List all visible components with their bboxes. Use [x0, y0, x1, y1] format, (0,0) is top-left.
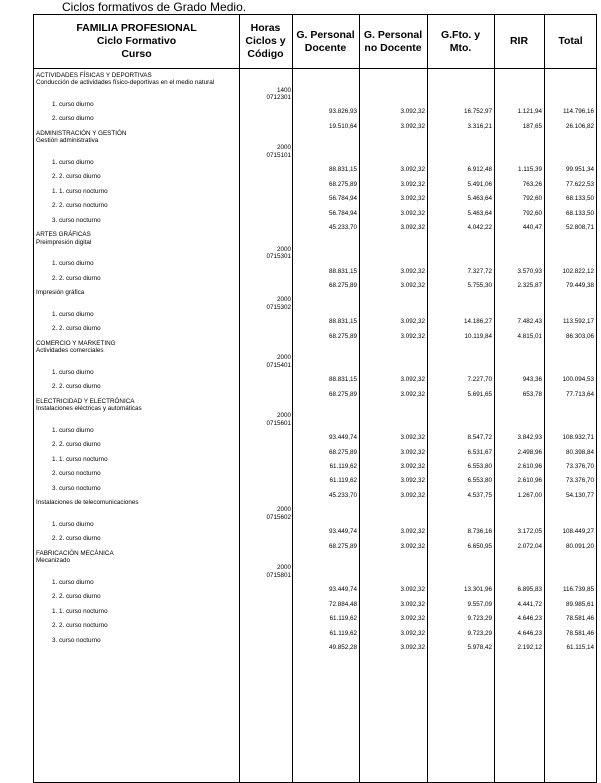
hours-value: 2000 [276, 564, 291, 572]
gp-nodocente-value: 3.092,32 [400, 332, 425, 340]
gp-nodocente-value: 3.092,32 [400, 180, 425, 188]
curso-label: 1. 1. curso nocturno [52, 455, 108, 463]
gp-nodocente-value: 3.092,32 [400, 644, 425, 651]
gp-docente-value: 93.449,74 [328, 586, 357, 593]
rir-value: 3.172,05 [517, 528, 542, 536]
gfto-value: 6.553,80 [467, 463, 492, 470]
total-value: 80.398,84 [565, 448, 594, 456]
gfto-value: 5.463,64 [467, 195, 492, 203]
curso-label: 2. 2. curso nocturno [52, 622, 108, 630]
gp-nodocente-value: 3.092,32 [400, 195, 425, 203]
ciclo-label: Conducción de actividades físico-deportivas en el medio natural [36, 79, 215, 87]
ciclo-label: Instalaciones de telecomunicaciones [36, 499, 139, 507]
curso-label: 1. curso diurno [52, 101, 94, 108]
gp-docente-value: 68.275,89 [328, 282, 357, 289]
curso-label: 3. curso nocturno [52, 636, 101, 644]
total-value: 99.951,34 [565, 166, 594, 174]
curso-label: 3. curso nocturno [52, 216, 101, 224]
gp-docente-value: 19.510,64 [328, 122, 357, 130]
column-divider [427, 15, 428, 782]
hours-value: 2000 [276, 354, 291, 362]
rir-value: 792,60 [522, 195, 542, 203]
code-value: 0712301 [266, 93, 291, 101]
budget-table [33, 14, 597, 783]
curso-label: 3. curso nocturno [52, 484, 101, 492]
curso-label: 1. 1. curso nocturno [52, 187, 108, 195]
gfto-value: 6.912,48 [467, 166, 492, 174]
gp-nodocente-value: 3.092,32 [400, 224, 425, 231]
total-value: 68.133,50 [565, 209, 594, 217]
gfto-value: 4.537,75 [467, 491, 492, 499]
gp-nodocente-value: 3.092,32 [400, 267, 425, 275]
rir-value: 4.815,01 [517, 332, 542, 340]
curso-label: 1. curso diurno [52, 426, 94, 434]
total-value: 77.713,64 [565, 390, 594, 398]
gp-nodocente-value: 3.092,32 [400, 376, 425, 384]
header-gp-nodocente-line2: no Docente [364, 41, 422, 54]
ciclo-label: Impresión gráfica [36, 289, 85, 297]
total-value: 73.376,70 [565, 463, 594, 470]
gp-docente-value: 68.275,89 [328, 332, 357, 340]
total-value: 86.303,06 [565, 332, 594, 340]
rir-value: 187,65 [522, 122, 542, 130]
page-caption: Ciclos formativos de Grado Medio. [62, 0, 247, 14]
total-value: 89.985,61 [565, 600, 594, 608]
gp-docente-value: 45.233,70 [328, 491, 357, 499]
total-value: 78.581,46 [565, 629, 594, 637]
gp-nodocente-value: 3.092,32 [400, 615, 425, 622]
gp-nodocente-value: 3.092,32 [400, 542, 425, 550]
column-divider [494, 15, 495, 782]
familia-label: ELECTRICIDAD Y ELECTRÓNICA [36, 397, 135, 405]
gp-nodocente-value: 3.092,32 [400, 434, 425, 441]
gp-docente-value: 61.119,62 [329, 629, 357, 637]
hours-value: 2000 [276, 506, 291, 514]
curso-label: 2. 2. curso diurno [52, 593, 101, 601]
header-horas-codigo [239, 15, 292, 68]
hours-value: 2000 [276, 296, 291, 304]
gp-nodocente-value: 3.092,32 [400, 108, 425, 116]
rir-value: 2.192,12 [517, 644, 542, 651]
gp-nodocente-value: 3.092,32 [400, 122, 425, 130]
total-value: 80.091,20 [565, 542, 594, 550]
header-curso: Curso [121, 48, 152, 60]
familia-label: ACTIVIDADES FÍSICAS Y DEPORTIVAS [36, 72, 152, 79]
code-value: 0715401 [266, 361, 291, 369]
gfto-value: 8.547,72 [467, 434, 492, 441]
rir-value: 3.842,93 [517, 434, 542, 441]
hours-value: 2000 [276, 245, 291, 253]
rir-value: 2.498,96 [517, 448, 542, 456]
hours-value: 2000 [276, 412, 291, 420]
total-value: 78.581,46 [565, 615, 594, 622]
total-value: 108.932,71 [562, 434, 594, 441]
curso-label: 2. 2. curso diurno [52, 325, 101, 333]
gp-docente-value: 93.449,74 [328, 528, 357, 536]
header-separator [34, 68, 596, 69]
total-value: 77.622,53 [565, 180, 594, 188]
gp-docente-value: 61.119,62 [329, 477, 357, 485]
column-divider [239, 15, 240, 782]
gfto-value: 7.227,70 [467, 376, 492, 384]
total-value: 108.449,27 [562, 528, 594, 536]
familia-label: COMERCIO Y MARKETING [36, 339, 116, 347]
rir-value: 2.610,96 [517, 477, 542, 485]
curso-label: 2. curso nocturno [52, 470, 101, 478]
gfto-value: 8.736,16 [467, 528, 492, 536]
gfto-value: 5.463,64 [467, 209, 492, 217]
gp-nodocente-value: 3.092,32 [400, 491, 425, 499]
gp-nodocente-value: 3.092,32 [400, 463, 425, 470]
hours-value: 1400 [276, 86, 291, 94]
curso-label: 1. curso diurno [52, 260, 94, 268]
header-rir [494, 15, 544, 68]
gfto-value: 5.978,42 [467, 644, 492, 651]
rir-value: 2.072,04 [517, 542, 542, 550]
curso-label: 2. 2. curso diurno [52, 441, 101, 449]
rir-value: 2.325,87 [517, 282, 542, 289]
curso-label: 1. curso diurno [52, 158, 94, 166]
ciclo-label: Gestión administrativa [36, 137, 99, 145]
gp-docente-value: 68.275,89 [328, 390, 357, 398]
rir-value: 763,26 [522, 180, 542, 188]
curso-label: 2. 2. curso diurno [52, 274, 101, 282]
header-horas: Horas [250, 22, 281, 34]
header-familia-ciclo-curso [34, 15, 239, 68]
gfto-value: 5.691,65 [467, 390, 492, 398]
rir-value: 7.482,43 [517, 318, 542, 326]
gp-docente-value: 61.119,62 [329, 615, 357, 622]
code-value: 0715801 [266, 571, 291, 579]
header-total [544, 15, 597, 68]
rir-value: 1.121,94 [517, 108, 542, 116]
gp-docente-value: 93.826,93 [328, 108, 357, 116]
header-gfto-line1: G.Fto. y [440, 28, 481, 41]
ciclo-label: Mecanizado [36, 557, 70, 565]
rir-value: 3.570,93 [517, 267, 542, 275]
column-divider [544, 15, 545, 782]
header-total-label: Total [558, 35, 583, 47]
gfto-value: 5.755,30 [467, 282, 492, 289]
familia-label: FABRICACIÓN MECÁNICA [36, 549, 114, 557]
header-gp-docente [292, 15, 359, 68]
total-value: 114.796,16 [562, 108, 594, 116]
rir-value: 4.646,23 [517, 629, 542, 637]
rir-value: 4.646,23 [517, 615, 542, 622]
total-value: 113.592,17 [562, 318, 594, 326]
gfto-value: 9.557,09 [467, 600, 492, 608]
gfto-value: 9.723,29 [467, 629, 492, 637]
ciclo-label: Actividades comerciales [36, 347, 104, 355]
header-gp-docente-line2: Docente [304, 41, 347, 54]
familia-label: ARTES GRÁFICAS [36, 231, 91, 239]
gfto-value: 6.650,95 [467, 542, 492, 550]
rir-value: 6.895,83 [517, 586, 542, 593]
gp-docente-value: 68.275,89 [328, 542, 357, 550]
gp-docente-value: 88.831,15 [328, 267, 357, 275]
gp-docente-value: 88.831,15 [328, 166, 357, 174]
header-gp-docente-line1: G. Personal [296, 28, 355, 41]
total-value: 79.449,38 [565, 282, 594, 289]
total-value: 54.130,77 [565, 491, 594, 499]
gp-docente-value: 49.852,28 [328, 644, 357, 651]
gfto-value: 3.316,21 [467, 122, 492, 130]
hours-value: 2000 [276, 144, 291, 152]
gp-docente-value: 93.449,74 [328, 434, 357, 441]
gp-docente-value: 88.831,15 [328, 376, 357, 384]
header-familia: FAMILIA PROFESIONAL [76, 22, 197, 34]
gp-nodocente-value: 3.092,32 [400, 586, 425, 593]
gp-docente-value: 61.119,62 [329, 463, 357, 470]
gp-nodocente-value: 3.092,32 [400, 528, 425, 536]
gp-nodocente-value: 3.092,32 [400, 209, 425, 217]
gfto-value: 10.119,84 [464, 332, 492, 340]
gp-docente-value: 56.784,94 [328, 195, 357, 203]
gp-docente-value: 88.831,15 [328, 318, 357, 326]
total-value: 68.133,50 [565, 195, 594, 203]
gp-nodocente-value: 3.092,32 [400, 390, 425, 398]
rir-value: 440,47 [522, 224, 542, 231]
rir-value: 1.115,39 [517, 166, 542, 174]
gp-docente-value: 56.784,94 [328, 209, 357, 217]
code-value: 0715602 [266, 513, 291, 521]
header-gfto [427, 15, 494, 68]
gp-docente-value: 68.275,89 [328, 448, 357, 456]
rir-value: 943,36 [522, 376, 542, 384]
curso-label: 1. 1. curso nocturno [52, 607, 108, 615]
header-gfto-line2: Mto. [449, 41, 472, 54]
curso-label: 1. curso diurno [52, 310, 94, 318]
code-value: 0715601 [266, 419, 291, 427]
gfto-value: 9.723,29 [467, 615, 492, 622]
curso-label: 2. curso diurno [52, 115, 94, 123]
gfto-value: 13.301,96 [463, 586, 492, 593]
gp-nodocente-value: 3.092,32 [400, 318, 425, 326]
header-ciclos: Ciclos y [245, 35, 286, 47]
gp-nodocente-value: 3.092,32 [400, 282, 425, 289]
gp-nodocente-value: 3.092,32 [400, 629, 425, 637]
curso-label: 1. curso diurno [52, 578, 94, 586]
gfto-value: 5.491,06 [467, 180, 492, 188]
rir-value: 4.441,72 [517, 600, 542, 608]
column-divider [292, 15, 293, 782]
gp-nodocente-value: 3.092,32 [400, 477, 425, 485]
rir-value: 653,78 [522, 390, 542, 398]
curso-label: 1. curso diurno [52, 368, 94, 376]
header-rir-label: RIR [509, 35, 529, 47]
rir-value: 792,60 [522, 209, 542, 217]
total-value: 100.094,53 [562, 376, 594, 384]
total-value: 52.808,71 [565, 224, 594, 231]
gp-docente-value: 45.233,70 [328, 224, 357, 231]
curso-label: 2. 2. curso nocturno [52, 202, 108, 210]
curso-label: 2. 2. curso diurno [52, 535, 101, 543]
gfto-value: 4.042,22 [467, 224, 492, 231]
ciclo-label: Instalaciones eléctricas y automáticas [36, 405, 142, 412]
total-value: 26.106,82 [565, 122, 594, 130]
gp-docente-value: 68.275,89 [328, 180, 357, 188]
ciclo-label: Preimpresión digital [36, 238, 92, 246]
header-gp-nodocente-line1: G. Personal [363, 28, 423, 41]
gfto-value: 14.186,27 [463, 318, 492, 326]
rir-value: 2.610,96 [517, 463, 542, 470]
gfto-value: 6.531,67 [467, 448, 492, 456]
rir-value: 1.267,00 [517, 491, 542, 499]
code-value: 0715301 [266, 253, 291, 260]
gfto-value: 6.553,80 [467, 477, 492, 485]
total-value: 61.115,14 [566, 644, 594, 651]
gp-docente-value: 72.884,48 [328, 600, 357, 608]
gp-nodocente-value: 3.092,32 [400, 600, 425, 608]
gp-nodocente-value: 3.092,32 [400, 448, 425, 456]
code-value: 0715302 [266, 303, 291, 311]
gfto-value: 16.752,97 [463, 108, 492, 116]
total-value: 73.376,70 [565, 477, 594, 485]
code-value: 0715101 [266, 151, 291, 159]
header-ciclo: Ciclo Formativo [96, 35, 177, 47]
header-gp-nodocente [359, 15, 427, 68]
total-value: 116.739,85 [562, 586, 594, 593]
gp-nodocente-value: 3.092,32 [400, 166, 425, 174]
total-value: 102.822,12 [562, 267, 594, 275]
gfto-value: 7.327,72 [467, 267, 492, 275]
column-divider [359, 15, 360, 782]
curso-label: 2. 2. curso diurno [52, 383, 101, 391]
curso-label: 2. 2. curso diurno [52, 173, 101, 181]
curso-label: 1. curso diurno [52, 520, 94, 528]
header-codigo: Código [247, 48, 284, 60]
familia-label: ADMINISTRACIÓN Y GESTIÓN [36, 129, 127, 137]
